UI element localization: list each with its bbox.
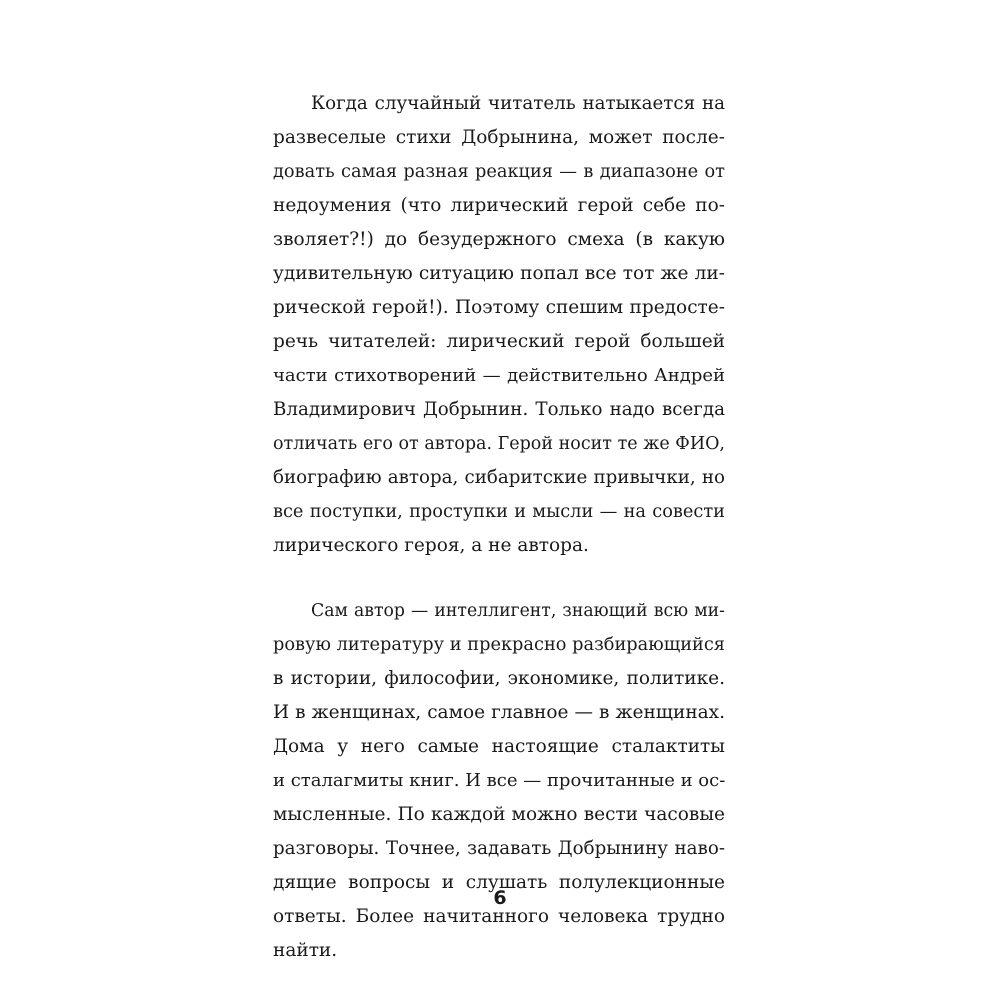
text-line: ответы. Более начитанного человека трудно [273, 906, 725, 927]
text-line: в истории, философии, экономике, политике. [273, 668, 725, 689]
text-line: ровую литературу и прекрасно разбирающийся [273, 635, 725, 655]
text-line: все поступки, проступки и мысли — на совести [273, 502, 725, 522]
text-line: мысленные. По каждой можно вести часовые [273, 804, 725, 825]
text-line: развеселые стихи Добрынина, может после- [273, 127, 725, 148]
text-line: недоумения (что лирический герой себе по- [273, 195, 725, 216]
text-line: довать самая разная реакция — в диапазоне от [273, 162, 725, 182]
paragraph-2 [273, 594, 725, 968]
text-line: отличать его от автора. Герой носит те же ФИО, [273, 434, 725, 454]
page-text [273, 87, 725, 968]
text-line: части стихотворений — действительно Андрей [273, 365, 725, 386]
text-line: удивительную ситуацию попал все тот же ли- [273, 263, 725, 284]
text-line: лирического героя, а не автора. [273, 535, 589, 556]
text-line: и сталагмиты книг. И все — прочитанные и ос- [273, 770, 726, 791]
text-line: Владимирович Добрынин. Только надо всегда [273, 399, 725, 420]
text-line: И в женщинах, самое главное — в женщинах. [273, 702, 725, 723]
paragraph-gap [273, 563, 725, 594]
text-line: зволяет?!) до безудержного смеха (в какую [273, 229, 725, 250]
text-line: Сам автор — интеллигент, знающий всю ми- [311, 601, 725, 621]
text-line: Когда случайный читатель натыкается на [311, 93, 725, 114]
text-line: найти. [273, 940, 338, 961]
text-line: биографию автора, сибаритские привычки, но [273, 467, 725, 488]
page-number: 6 [493, 887, 507, 909]
text-line: речь читателей: лирический герой большей [273, 331, 725, 352]
text-line: разговоры. Точнее, задавать Добрынину наво- [273, 838, 725, 859]
paragraph-1 [273, 87, 725, 563]
text-line: Дома у него самые настоящие сталактиты [273, 736, 725, 757]
text-line: рической герой!). Поэтому спешим предосте- [273, 297, 725, 318]
text-line: дящие вопросы и слушать полулекционные [273, 872, 725, 893]
